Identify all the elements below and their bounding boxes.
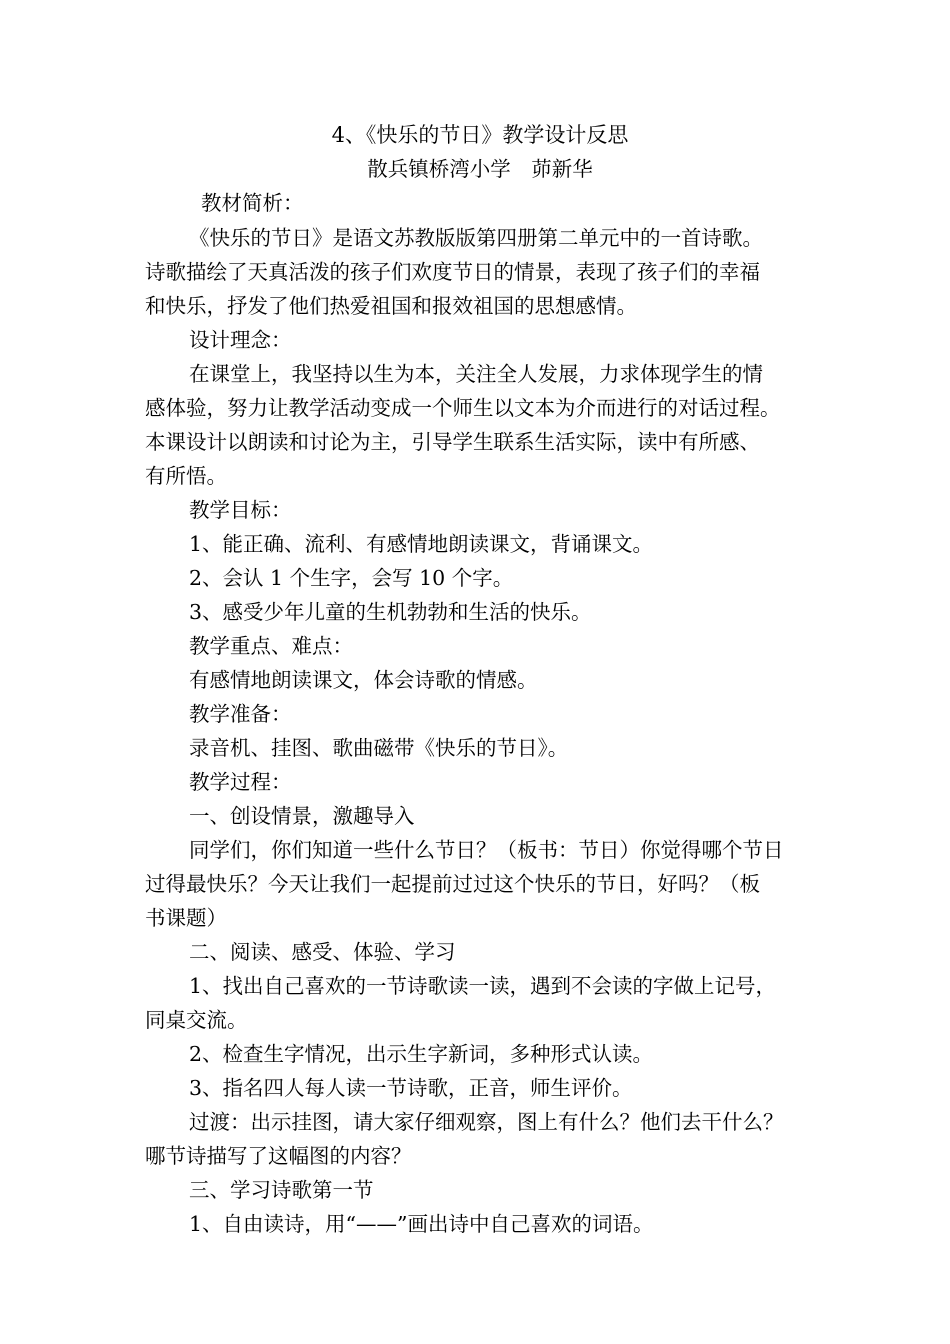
paragraph-line: 本课设计以朗读和讨论为主，引导学生联系生活实际，读中有所感、	[145, 430, 760, 454]
document-author: 散兵镇桥湾小学 茆新华	[367, 157, 593, 181]
heading-preparation: 教学准备：	[189, 702, 292, 726]
list-item: 1、找出自己喜欢的一节诗歌读一读，遇到不会读的字做上记号，	[189, 974, 777, 998]
list-item: 3、感受少年儿童的生机勃勃和生活的快乐。	[189, 600, 592, 624]
paragraph-line: 同桌交流。	[145, 1008, 248, 1032]
paragraph-line: 诗歌描绘了天真活泼的孩子们欢度节日的情景，表现了孩子们的幸福	[145, 260, 760, 284]
section-heading: 三、学习诗歌第一节	[189, 1178, 374, 1202]
paragraph-line: 同学们，你们知道一些什么节日？（板书：节日）你觉得哪个节日	[189, 838, 784, 862]
paragraph-line: 过渡：出示挂图，请大家仔细观察，图上有什么？他们去干什么？	[189, 1110, 784, 1134]
paragraph-line: 《快乐的节日》是语文苏教版版第四册第二单元中的一首诗歌。	[189, 226, 763, 250]
paragraph-line: 和快乐，抒发了他们热爱祖国和报效祖国的思想感情。	[145, 294, 637, 318]
heading-key-points: 教学重点、难点：	[189, 634, 353, 658]
heading-process: 教学过程：	[189, 770, 292, 794]
list-item: 1、能正确、流利、有感情地朗读课文，背诵课文。	[189, 532, 654, 556]
document-title: 4、《快乐的节日》教学设计反思	[331, 123, 629, 147]
heading-objectives: 教学目标：	[189, 498, 292, 522]
paragraph-line: 哪节诗描写了这幅图的内容？	[145, 1144, 412, 1168]
list-item: 2、检查生字情况，出示生字新词，多种形式认读。	[189, 1042, 654, 1066]
paragraph-line: 感体验，努力让教学活动变成一个师生以文本为介而进行的对话过程。	[145, 396, 781, 420]
heading-design-concept: 设计理念：	[189, 328, 292, 352]
paragraph-line: 有所悟。	[145, 464, 227, 488]
section-heading: 二、阅读、感受、体验、学习	[189, 940, 456, 964]
paragraph-line: 在课堂上，我坚持以生为本，关注全人发展，力求体现学生的情	[189, 362, 763, 386]
paragraph-line: 有感情地朗读课文，体会诗歌的情感。	[189, 668, 538, 692]
paragraph-line: 过得最快乐？今天让我们一起提前过过这个快乐的节日，好吗？（板	[145, 872, 760, 896]
paragraph-line: 录音机、挂图、歌曲磁带《快乐的节日》。	[189, 736, 569, 760]
list-item: 2、会认 1 个生字，会写 10 个字。	[189, 566, 514, 590]
list-item: 3、指名四人每人读一节诗歌，正音，师生评价。	[189, 1076, 633, 1100]
paragraph-line: 书课题）	[145, 906, 227, 930]
list-item: 1、自由读诗，用“——”画出诗中自己喜欢的词语。	[189, 1212, 654, 1236]
heading-materials: 教材简析：	[201, 191, 304, 215]
section-heading: 一、创设情景，激趣导入	[189, 804, 415, 828]
